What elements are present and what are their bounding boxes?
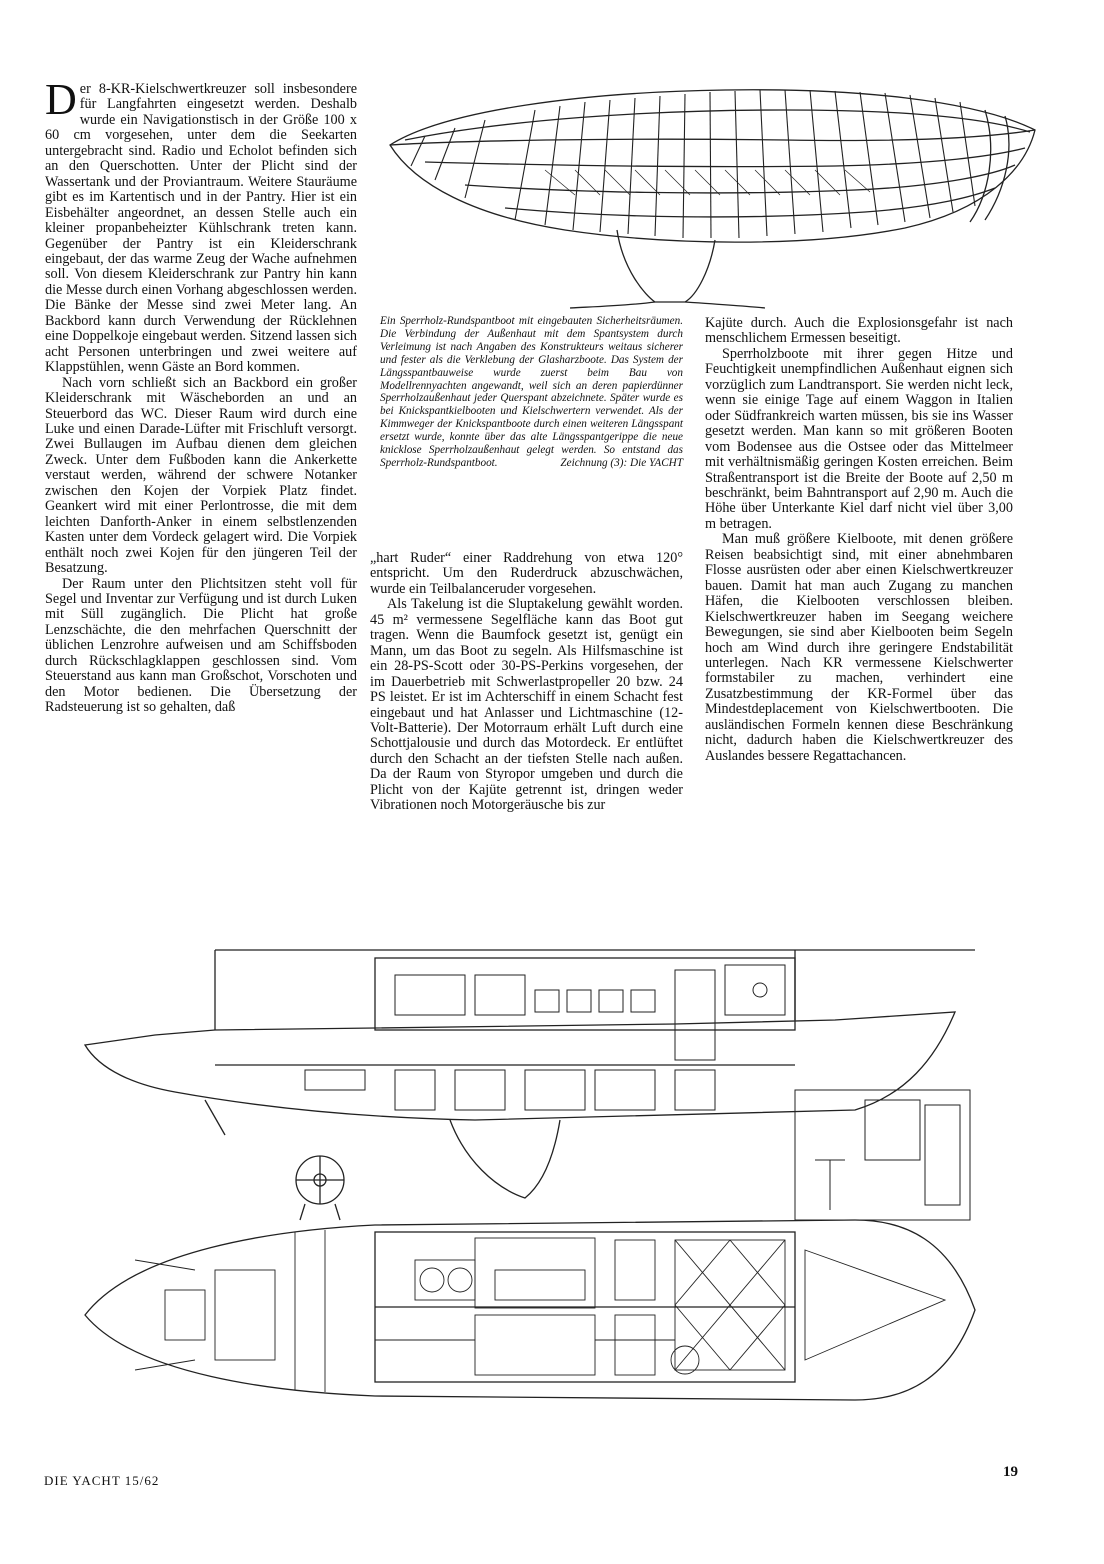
- paragraph: Kajüte durch. Auch die Explosionsgefahr ist nach menschlichem Ermessen beseitigt.: [705, 315, 1013, 347]
- page-number: 19: [1003, 1464, 1018, 1480]
- figure-caption: [380, 315, 683, 470]
- paragraph: Der Raum unter den Plichtsitzen steht voll für Segel und Inventar zur Verfügung und ist durch Luken mit Süll zugänglich. Die Plicht hat große Lenzschächte, die den mehrfachen Querschnitt der üblichen Lenzrohre aufweisen und am Schiffsboden durch Rückschlagklappen geschlossen sind. Vom Steuerstand aus kann man Großschot, Vorschoten und den Motor bedienen. Die Übersetzung der Radsteuerung ist so gehalten, daß: [45, 575, 357, 716]
- paragraph: Man muß größere Kielboote, mit denen größere Reisen beabsichtigt sind, mit einer abnehmbaren Flosse ausrüsten oder aber einen Kielschwertkreuzer bauen. Damit hat man auch Zugang zu manchen Häfen, die Kielbooten verschlossen bleiben. Kielschwertkreuzer haben im Seegang weichere Bewegungen, sie sind aber Kielbooten beim Segeln hoch am Wind durch ihre geringere Endstabilität unterlegen. Nach KR vermessene Kielschwerter formstabiler zu machen, verhindert eine Zusatzbestimmung der KR-Formel über das Mindestdeplacement von Kielschwertbooten. Die ausländischen Formeln kennen diese Beschränkung nicht, dadurch haben die Kielschwertkreuzer des Auslandes bessere Regattachancen.: [705, 531, 1013, 764]
- article-column-3: [705, 316, 1013, 764]
- paragraph: [45, 75, 357, 376]
- caption-text: Ein Sperrholz-Rundspantboot mit eingebauten Sicherheitsräumen. Die Verbindung der Außenhaut mit dem Spantsystem durch Verleimung ist nach Angaben des Konstrukteurs weitaus sicherer und fester als die Verklebung der Glasharzboote. Das System der Längsspantbauweise wurde zuerst beim Bau von Modellrennyachten angewandt, weil sich an deren papierdünner Sperrholzaußenhaut jeder Querspant abzeichnete. Später wurde es bei Knickspantkielbooten und Kielschwertern verwendet. Als der Kimmweger der Knickspantboote durch einen weiteren Längsspant ersetzt wurde, konnte über das alte Längsspantgerippe die neue knicklose Sperrholzaußenhaut gelegt werden. So entstand das Sperrholz-Rundspantboot.: [380, 315, 683, 469]
- boat-construction-plan: [75, 920, 995, 1440]
- caption-credit: Zeichnung (3): Die YACHT: [560, 456, 683, 469]
- paragraph-text: er 8-KR-Kielschwertkreuzer soll insbesondere für Langfahrten eingesetzt werden. Deshalb wurde ein Navigationstisch in der Größe 100 x 60 cm vorgesehen, unter dem die Seekarten untergebracht sind. Radio und Echolot befinden sich an den Querschotten. Unter der Plicht sind der Wassertank und der Proviantraum. Weitere Stauräume gibt es im Kartentisch und in der Pantry. Hier ist ein Eisbehälter angeordnet, an dessen Stelle auch ein kleiner propanbeheizter Kühlschrank treten kann. Gegenüber der Pantry ist ein Kleiderschrank eingebaut, der das warme Zeug der Wache aufnehmen soll. Von diesem Kleiderschrank zur Pantry hin kann die Messe durch einen Vorhang abgeschlossen werden. Die Bänke der Messe sind zwei Meter lang. An Backbord kann durch Verwendung der Rücklehnen eine Doppelkoje eingebaut werden. Sitzend lassen sich acht Personen unterbringen und zwei weitere auf Klappstühlen, wenn Gäste an Bord kommen.: [45, 81, 357, 376]
- paragraph: Als Takelung ist die Sluptakelung gewählt worden. 45 m² vermessene Segelfläche kann das Boot gut tragen. Wenn die Baumfock gesetzt ist, genügt ein Mann, um das Boot zu segeln. Als Hilfsmaschine ist ein 28-PS-Scott oder 30-PS-Perkins vorgesehen, der im Dauerbetrieb mit Schwerlastpropeller 20 bzw. 24 PS leistet. Er ist im Achterschiff in einem Schacht fest eingebaut und hat Anlasser und Lichtmaschine (12-Volt-Batterie). Der Motorraum erhält Luft durch eine Schottjalousie und durch das Motordeck. Er entlüftet durch den Schacht an der tiefsten Stelle nach außen. Da der Raum von Styropor umgeben und durch die Plicht von der Kajüte getrennt ist, dringen weder Vibrationen noch Motorgeräusche bis zur: [370, 596, 683, 814]
- paragraph: „hart Ruder“ einer Raddrehung von etwa 120° entspricht. Um den Ruderdruck abzuschwächen, wurde ein Teilbalanceruder vorgesehen.: [370, 550, 683, 597]
- hull-framing-illustration: [385, 70, 1045, 312]
- article-column-2: [370, 551, 683, 814]
- paragraph: Sperrholzboote mit ihrer gegen Hitze und Feuchtigkeit unempfindlichen Außenhaut eignen sich vorzüglich zum Landtransport. Sie werden nicht leck, wenn sie einige Tage auf einem Waggon in Italien oder Südfrankreich warten müssen, bis sie ins Wasser gesetzt werden. Man kann so mit größeren Booten vom Bodensee aus die Ostsee oder das Mittelmeer mit verhältnismäßig geringen Kosten erreichen. Beim Straßentransport ist die Breite der Boote auf 2,50 m beschränkt, beim Bahntransport auf 2,90 m. Auch die Höhe über Unterkante Kiel darf nicht viel über 3,00 m betragen.: [705, 345, 1013, 532]
- publication-footer: DIE YACHT 15/62: [44, 1473, 160, 1488]
- drop-cap: D: [45, 75, 77, 124]
- paragraph: Nach vorn schließt sich an Backbord ein großer Kleiderschrank mit Wäscheborden an und an Steuerbord das WC. Dieser Raum wird durch eine Luke und einen Darade-Lüfter mit Frischluft versorgt. Zwei Bullaugen im Aufbau dienen dem gleichen Zweck. Unter dem Fußboden kann die Ankerkette verstaut werden, während der schwere Notanker zwischen den Kojen der Vorpiek Platz findet. Geankert wird mit einer Perlontrosse, die mit dem leichten Danforth-Anker in einem selbstlenzenden Kasten unter dem Vordeck gelagert wird. Die Vorpiek enthält noch zwei Kojen für den jüngeren Teil der Besatzung.: [45, 374, 357, 577]
- article-column-1: [45, 75, 357, 716]
